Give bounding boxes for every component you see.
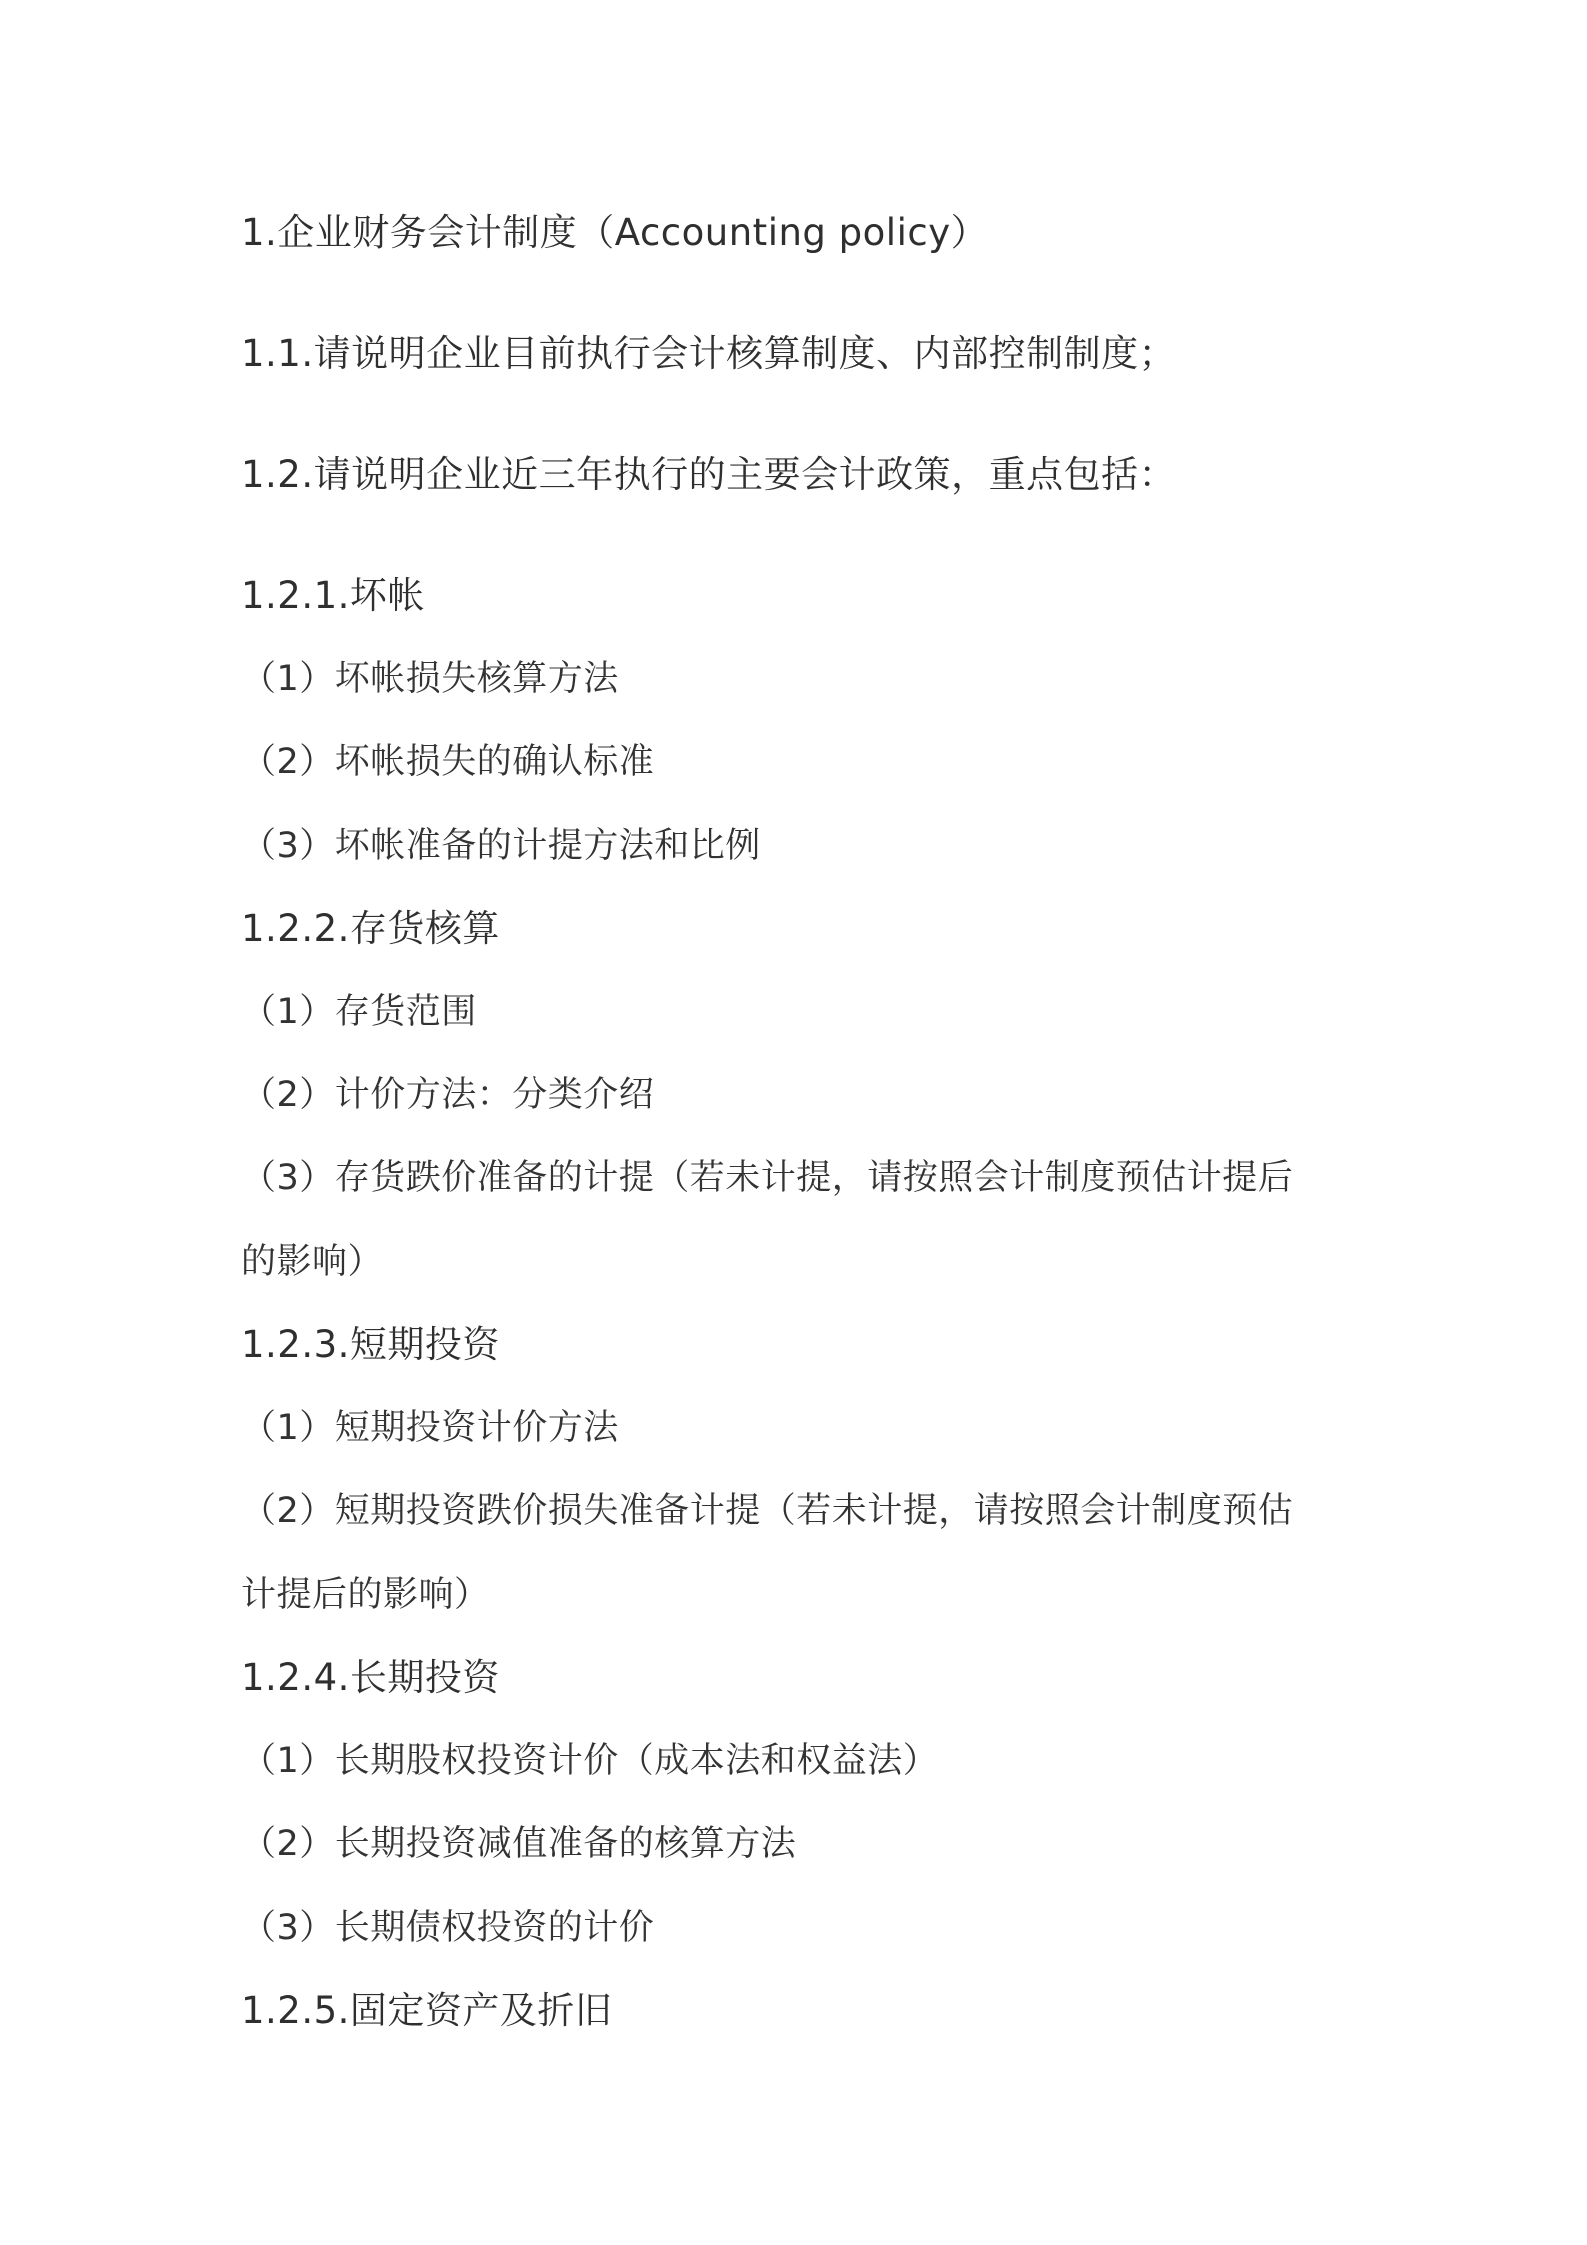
section-heading-1: 1.企业财务会计制度（Accounting policy）	[241, 211, 989, 254]
list-item-continuation: 的影响）	[241, 1242, 384, 1282]
list-item: （2）长期投资减值准备的核算方法	[241, 1824, 797, 1864]
section-heading-1-1: 1.1.请说明企业目前执行会计核算制度、内部控制制度；	[241, 332, 1177, 375]
section-heading-1-2-3: 1.2.3.短期投资	[241, 1323, 500, 1366]
section-heading-1-2-4: 1.2.4.长期投资	[241, 1656, 500, 1699]
list-item-continuation: 计提后的影响）	[241, 1575, 490, 1615]
list-item: （1）短期投资计价方法	[241, 1408, 619, 1448]
list-item: （3）坏帐准备的计提方法和比例	[241, 826, 761, 866]
section-heading-1-2-5: 1.2.5.固定资产及折旧	[241, 1989, 613, 2032]
list-item: （1）长期股权投资计价（成本法和权益法）	[241, 1741, 939, 1781]
section-heading-1-2: 1.2.请说明企业近三年执行的主要会计政策，重点包括：	[241, 453, 1177, 496]
list-item: （2）计价方法：分类介绍	[241, 1075, 655, 1115]
list-item: （2）坏帐损失的确认标准	[241, 742, 655, 782]
section-heading-1-2-1: 1.2.1.坏帐	[241, 574, 425, 617]
list-item: （3）存货跌价准备的计提（若未计提，请按照会计制度预估计提后	[241, 1158, 1294, 1198]
list-item: （3）长期债权投资的计价	[241, 1908, 655, 1948]
list-item: （1）存货范围	[241, 992, 477, 1032]
section-heading-1-2-2: 1.2.2.存货核算	[241, 907, 500, 950]
list-item: （2）短期投资跌价损失准备计提（若未计提，请按照会计制度预估	[241, 1491, 1294, 1531]
list-item: （1）坏帐损失核算方法	[241, 659, 619, 699]
